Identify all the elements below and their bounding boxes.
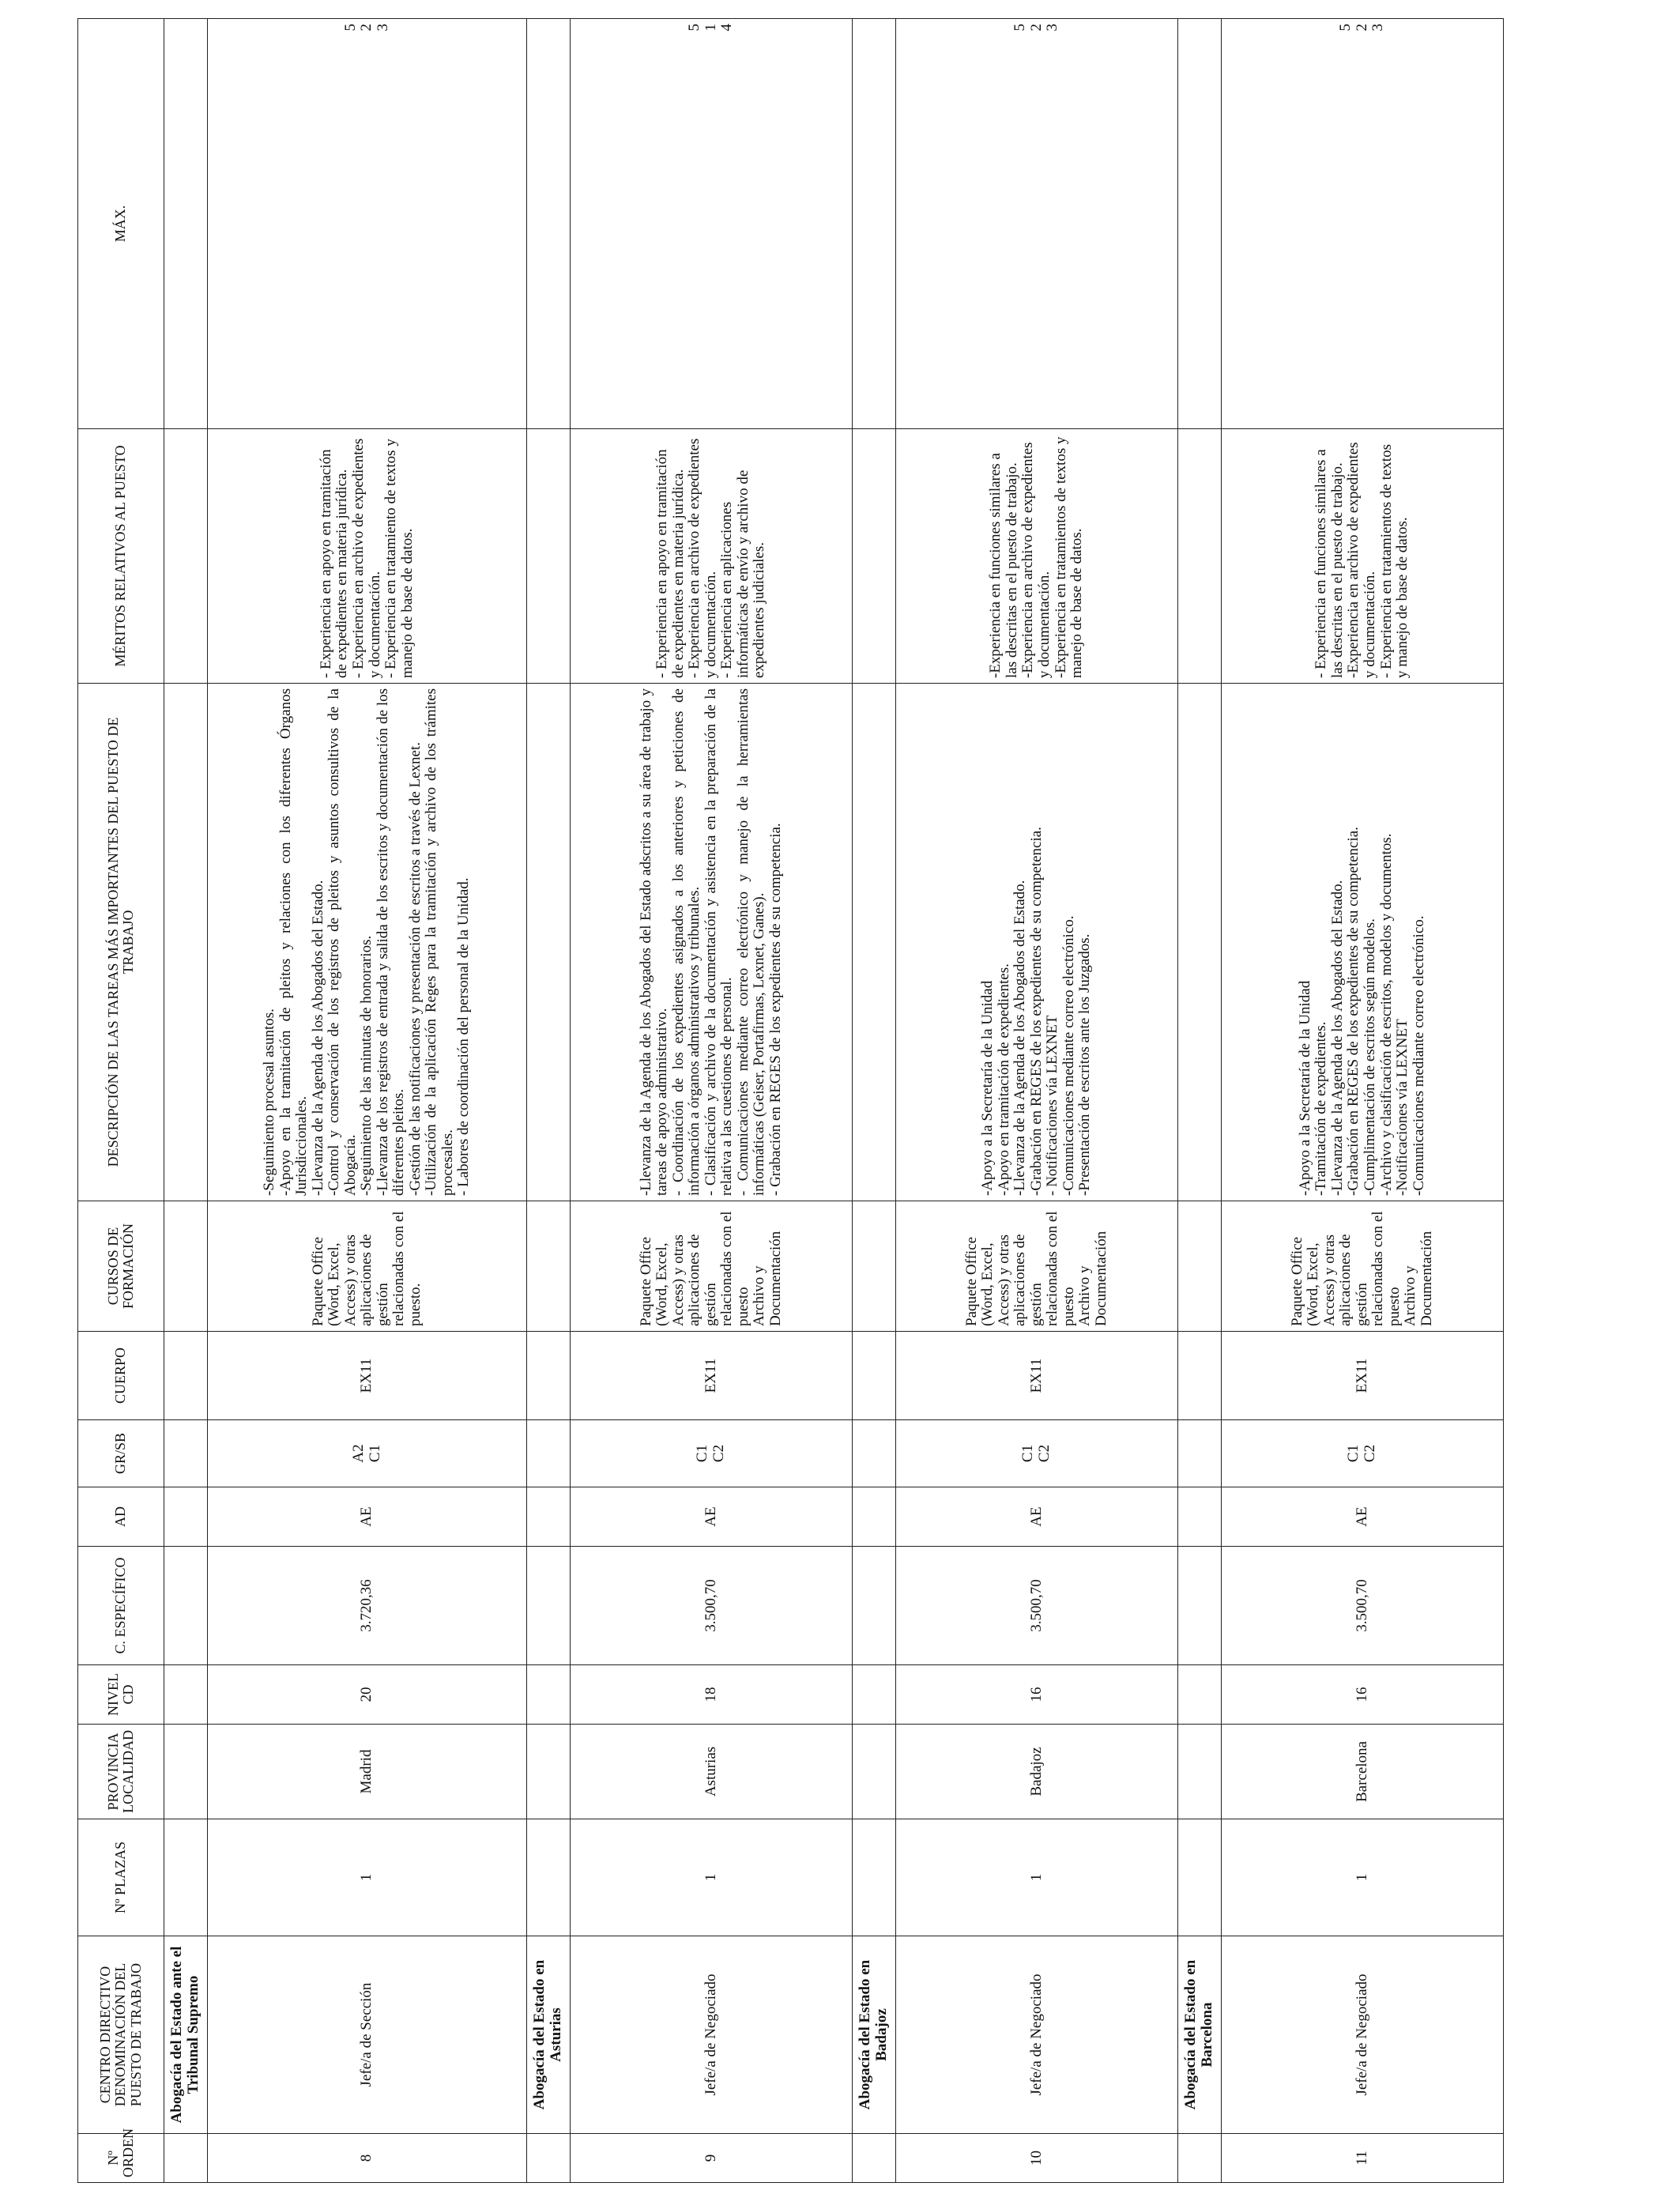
meritos-cell <box>208 429 527 684</box>
descripcion-line: -Apoyo a la Secretaría de la Unidad <box>979 980 996 1196</box>
empty-cell <box>1178 1819 1222 1936</box>
meritos-cell <box>896 429 1178 684</box>
descripcion-line: - Comunicaciones mediante correo electrónico y manejo de la herramientas informáticas (Geiser, Portafirmas, Lexnet, Ganes). <box>734 688 768 1196</box>
descripcion-cell <box>208 684 527 1201</box>
empty-cell <box>853 1201 896 1332</box>
curso-line: Archivo y Documentación <box>1402 1231 1435 1326</box>
descripcion-line: - Notificaciones vía LEXNET <box>1044 1015 1061 1196</box>
grupo-line: C1 <box>694 1444 711 1463</box>
empty-cell <box>527 1332 571 1420</box>
descripcion-line: -Llevanza de la Agenda de los Abogados del Estado. <box>1011 880 1029 1196</box>
orden-cell: 10 <box>896 2134 1178 2183</box>
header-cursos: CURSOS DE FORMACIÓN <box>78 1201 164 1332</box>
plazas-cell: 1 <box>208 1819 527 1936</box>
curso-line: Paquete Office (Word, Excel, Access) y otras aplicaciones de gestión relacionadas con el puesto. <box>309 1211 424 1326</box>
empty-cell <box>853 1547 896 1665</box>
empty-cell <box>164 19 208 429</box>
puesto-cell: Jefe/a de Negociado <box>1222 1936 1504 2134</box>
empty-cell <box>1178 2134 1222 2183</box>
descripcion-line: - Grabación en REGES de los expedientes de su competencia. <box>767 823 784 1196</box>
empty-cell <box>164 2134 208 2183</box>
merito-line: - Experiencia en archivo de expedientes y documentación. <box>686 438 719 678</box>
maximo-line: 1 <box>702 24 719 32</box>
orden-cell: 8 <box>208 2134 527 2183</box>
descripcion-line: -Seguimiento de las minutas de honorarios. <box>358 935 375 1196</box>
merito-line: - Experiencia en aplicaciones informáticas de envío y archivo de expedientes judiciales. <box>718 469 768 678</box>
descripcion-line: -Utilización de la aplicación Reges para la tramitación y archivo de los trámites procesales. <box>423 688 456 1196</box>
descripcion-line: -Cumplimentación de escritos según modelos. <box>1362 918 1378 1196</box>
empty-cell <box>164 684 208 1201</box>
merito-line: - Experiencia en archivo de expedientes y documentación. <box>349 438 383 678</box>
curso-line: Archivo y Documentación <box>1076 1231 1109 1326</box>
empty-cell <box>853 1332 896 1420</box>
cursos-cell <box>896 1201 1178 1332</box>
empty-cell <box>1178 1665 1222 1725</box>
curso-line: Paquete Office (Word, Excel, Access) y otras aplicaciones de gestión relacionadas con el puesto <box>1288 1211 1403 1326</box>
empty-cell <box>164 1487 208 1547</box>
centro-directivo: Abogacía del Estado en Barcelona <box>1178 1936 1222 2134</box>
localidad-cell: Madrid <box>208 1725 527 1819</box>
descripcion-line: -Llevanza de la Agenda de los Abogados del Estado. <box>309 880 326 1196</box>
grupo-line: C1 <box>1019 1444 1037 1463</box>
empty-cell <box>164 1665 208 1725</box>
table-row <box>1222 19 1504 2183</box>
maximo-line: 5 <box>686 24 703 32</box>
header-meritos: MÉRITOS RELATIVOS AL PUESTO <box>78 429 164 684</box>
plazas-cell: 1 <box>571 1819 853 1936</box>
empty-cell <box>853 19 896 429</box>
empty-cell <box>164 1420 208 1487</box>
empty-cell <box>1178 1547 1222 1665</box>
empty-cell <box>1178 1725 1222 1819</box>
empty-cell <box>853 1487 896 1547</box>
header-plazas: Nº PLAZAS <box>78 1819 164 1936</box>
empty-cell <box>1178 429 1222 684</box>
grupo-line: A2 <box>349 1444 367 1463</box>
puestos-table <box>77 18 1504 2183</box>
empty-cell <box>164 1332 208 1420</box>
merito-line: -Experiencia en archivo de expedientes y documentación. <box>1019 442 1053 678</box>
ad-cell: AE <box>896 1487 1178 1547</box>
empty-cell <box>853 1420 896 1487</box>
grupo-line: C1 <box>366 1444 383 1463</box>
empty-cell <box>164 1547 208 1665</box>
table-row <box>571 19 853 2183</box>
empty-cell <box>527 1420 571 1487</box>
maximo-line: 3 <box>1044 24 1061 32</box>
cursos-cell <box>1222 1201 1504 1332</box>
header-nivel: NIVEL CD <box>78 1665 164 1725</box>
grupo-cell <box>1222 1420 1504 1487</box>
localidad-cell: Barcelona <box>1222 1725 1504 1819</box>
merito-line: - Experiencia en funciones similares a las descritas en el puesto de trabajo. <box>1313 449 1346 678</box>
maximos-cell <box>571 19 853 429</box>
descripcion-line: - Clasificación y archivo de la documentación y asistencia en la preparación de la relativa a las cuestiones de personal. <box>702 688 736 1196</box>
descripcion-line: -Notificaciones vía LEXNET <box>1394 1019 1411 1196</box>
empty-cell <box>164 429 208 684</box>
centro-header-row <box>164 19 208 2183</box>
localidad-cell: Asturias <box>571 1725 853 1819</box>
descripcion-cell <box>1222 684 1504 1201</box>
empty-cell <box>164 1819 208 1936</box>
puesto-cell: Jefe/a de Negociado <box>571 1936 853 2134</box>
cuerpo-cell: EX11 <box>571 1332 853 1420</box>
descripcion-line: -Control y conservación de los registros de pleitos y asuntos consultivos de la Abogacía. <box>326 688 359 1196</box>
descripcion-line: -Comunicaciones mediante correo electrónico. <box>1060 915 1077 1196</box>
cursos-cell <box>208 1201 527 1332</box>
centro-header-row <box>527 19 571 2183</box>
especifico-cell: 3.500,70 <box>571 1547 853 1665</box>
cuerpo-cell: EX11 <box>1222 1332 1504 1420</box>
empty-cell <box>527 2134 571 2183</box>
merito-line: - Experiencia en apoyo en tramitación de expedientes en materia jurídica. <box>317 449 351 678</box>
table-row <box>208 19 527 2183</box>
empty-cell <box>853 1665 896 1725</box>
centro-directivo: Abogacía del Estado en Badajoz <box>853 1936 896 2134</box>
centro-directivo: Abogacía del Estado en Asturias <box>527 1936 571 2134</box>
meritos-cell <box>1222 429 1504 684</box>
descripcion-line: -Grabación en REGES de los expedientes de su competencia. <box>1027 827 1045 1196</box>
curso-line: Paquete Office (Word, Excel, Access) y otras aplicaciones de gestión relacionadas con el puesto <box>962 1211 1077 1326</box>
empty-cell <box>853 684 896 1201</box>
empty-cell <box>1178 19 1222 429</box>
grupo-cell <box>571 1420 853 1487</box>
empty-cell <box>527 1665 571 1725</box>
merito-line: - Experiencia en apoyo en tramitación de expedientes en materia jurídica. <box>654 449 687 678</box>
orden-cell: 11 <box>1222 2134 1504 2183</box>
nivel-cell: 16 <box>896 1665 1178 1725</box>
descripcion-line: -Apoyo en la tramitación de pleitos y relaciones con los diferentes Órganos Jurisdiccionales. <box>277 688 311 1196</box>
descripcion-line: -Llevanza de la Agenda de los Abogados del Estado. <box>1328 880 1346 1196</box>
descripcion-line: -Apoyo a la Secretaría de la Unidad <box>1296 980 1313 1196</box>
empty-cell <box>527 1201 571 1332</box>
ad-cell: AE <box>1222 1487 1504 1547</box>
empty-cell <box>164 1725 208 1819</box>
maximo-line: 5 <box>341 24 359 32</box>
maximos-cell <box>208 19 527 429</box>
maximo-line: 2 <box>1027 24 1045 32</box>
maximos-cell <box>1222 19 1504 429</box>
maximo-line: 3 <box>374 24 391 32</box>
plazas-cell: 1 <box>896 1819 1178 1936</box>
puesto-cell: Jefe/a de Negociado <box>896 1936 1178 2134</box>
ad-cell: AE <box>571 1487 853 1547</box>
grupo-line: C2 <box>1036 1444 1053 1463</box>
orden-cell: 9 <box>571 2134 853 2183</box>
empty-cell <box>527 19 571 429</box>
descripcion-line: -Presentación de escritos ante los Juzgados. <box>1076 933 1094 1196</box>
puesto-cell: Jefe/a de Sección <box>208 1936 527 2134</box>
maximo-line: 3 <box>1369 24 1387 32</box>
especifico-cell: 3.720,36 <box>208 1547 527 1665</box>
merito-line: - Experiencia en tratamiento de textos y manejo de base de datos. <box>382 439 416 678</box>
centro-header-row <box>1178 19 1222 2183</box>
nivel-cell: 18 <box>571 1665 853 1725</box>
empty-cell <box>527 1547 571 1665</box>
plazas-cell: 1 <box>1222 1819 1504 1936</box>
cuerpo-cell: EX11 <box>896 1332 1178 1420</box>
maximo-line: 4 <box>718 24 736 32</box>
nivel-cell: 16 <box>1222 1665 1504 1725</box>
header-grupo: GR/SB <box>78 1420 164 1487</box>
header-centro: CENTRO DIRECTIVO DENOMINACIÓN DEL PUESTO DE TRABAJO <box>78 1936 164 2134</box>
especifico-cell: 3.500,70 <box>896 1547 1178 1665</box>
empty-cell <box>527 1725 571 1819</box>
meritos-cell <box>571 429 853 684</box>
descripcion-line: - Coordinación de los expedientes asignados a los anteriores y peticiones de información a órganos administrativos y tribunales. <box>669 688 703 1196</box>
descripcion-line: -Seguimiento procesal asuntos. <box>261 1008 278 1196</box>
curso-line: Archivo y Documentación <box>751 1231 784 1326</box>
ad-cell: AE <box>208 1487 527 1547</box>
descripcion-line: -Grabación en REGES de los expedientes de su competencia. <box>1345 827 1362 1196</box>
merito-line: -Experiencia en funciones similares a las descritas en el puesto de trabajo. <box>987 453 1020 678</box>
table-row <box>896 19 1178 2183</box>
descripcion-line: -Tramitación de expedientes. <box>1313 1021 1330 1196</box>
maximo-line: 2 <box>1353 24 1370 32</box>
descripcion-line: -Llevanza de la Agenda de los Abogados del Estado adscritos a su área de trabajo y tareas de apoyo administrativo. <box>637 688 671 1196</box>
empty-cell <box>853 429 896 684</box>
empty-cell <box>853 1819 896 1936</box>
empty-cell <box>1178 1420 1222 1487</box>
empty-cell <box>527 1487 571 1547</box>
grupo-cell <box>896 1420 1178 1487</box>
localidad-cell: Badajoz <box>896 1725 1178 1819</box>
empty-cell <box>1178 684 1222 1201</box>
curso-line: Paquete Office (Word, Excel, Access) y otras aplicaciones de gestión relacionadas con el puesto <box>637 1211 751 1326</box>
header-orden: Nº ORDEN <box>78 2134 164 2183</box>
maximos-cell <box>896 19 1178 429</box>
merito-line: -Experiencia en tratamientos de textos y manejo de base de datos. <box>1052 436 1086 678</box>
header-maximo: MÁX. <box>78 19 164 429</box>
cuerpo-cell: EX11 <box>208 1332 527 1420</box>
grupo-line: C1 <box>1345 1444 1362 1463</box>
header-ad: AD <box>78 1487 164 1547</box>
empty-cell <box>1178 1487 1222 1547</box>
merito-line: -Experiencia en archivo de expedientes y documentación. <box>1345 442 1378 678</box>
merito-line: - Experiencia en tratamientos de textos y manejo de base de datos. <box>1377 444 1411 678</box>
empty-cell <box>1178 1332 1222 1420</box>
descripcion-line: -Gestión de las notificaciones y presentación de escritos a través de Lexnet. <box>406 741 424 1196</box>
descripcion-line: -Comunicaciones mediante correo electrónico. <box>1410 915 1427 1196</box>
maximo-line: 5 <box>1337 24 1354 32</box>
grupo-cell <box>208 1420 527 1487</box>
empty-cell <box>853 1725 896 1819</box>
descripcion-cell <box>571 684 853 1201</box>
empty-cell <box>527 1819 571 1936</box>
grupo-line: C2 <box>710 1444 727 1463</box>
centro-header-row <box>853 19 896 2183</box>
descripcion-line: -Llevanza de los registros de entrada y salida de los escritos y documentación de los diferentes pleitos. <box>374 688 408 1196</box>
header-cuerpo: CUERPO <box>78 1332 164 1420</box>
nivel-cell: 20 <box>208 1665 527 1725</box>
empty-cell <box>1178 1201 1222 1332</box>
centro-directivo: Abogacía del Estado ante el Tribunal Supremo <box>164 1936 208 2134</box>
empty-cell <box>527 429 571 684</box>
descripcion-cell <box>896 684 1178 1201</box>
especifico-cell: 3.500,70 <box>1222 1547 1504 1665</box>
empty-cell <box>527 684 571 1201</box>
table-header-row <box>78 19 164 2183</box>
descripcion-line: - Labores de coordinación del personal de la Unidad. <box>455 877 473 1196</box>
header-localidad: PROVINCIA LOCALIDAD <box>78 1725 164 1819</box>
header-descripcion: DESCRIPCIÓN DE LAS TAREAS MÁS IMPORTANTES DEL PUESTO DE TRABAJO <box>78 684 164 1201</box>
table-body <box>164 19 1504 2183</box>
grupo-line: C2 <box>1362 1444 1378 1463</box>
header-especifico: C. ESPECÍFICO <box>78 1547 164 1665</box>
maximo-line: 5 <box>1011 24 1029 32</box>
maximo-line: 2 <box>358 24 375 32</box>
descripcion-line: -Apoyo en tramitación de expedientes. <box>995 963 1012 1196</box>
cursos-cell <box>571 1201 853 1332</box>
descripcion-line: -Archivo y clasificación de escritos, modelos y documentos. <box>1377 833 1395 1196</box>
empty-cell <box>853 2134 896 2183</box>
empty-cell <box>164 1201 208 1332</box>
